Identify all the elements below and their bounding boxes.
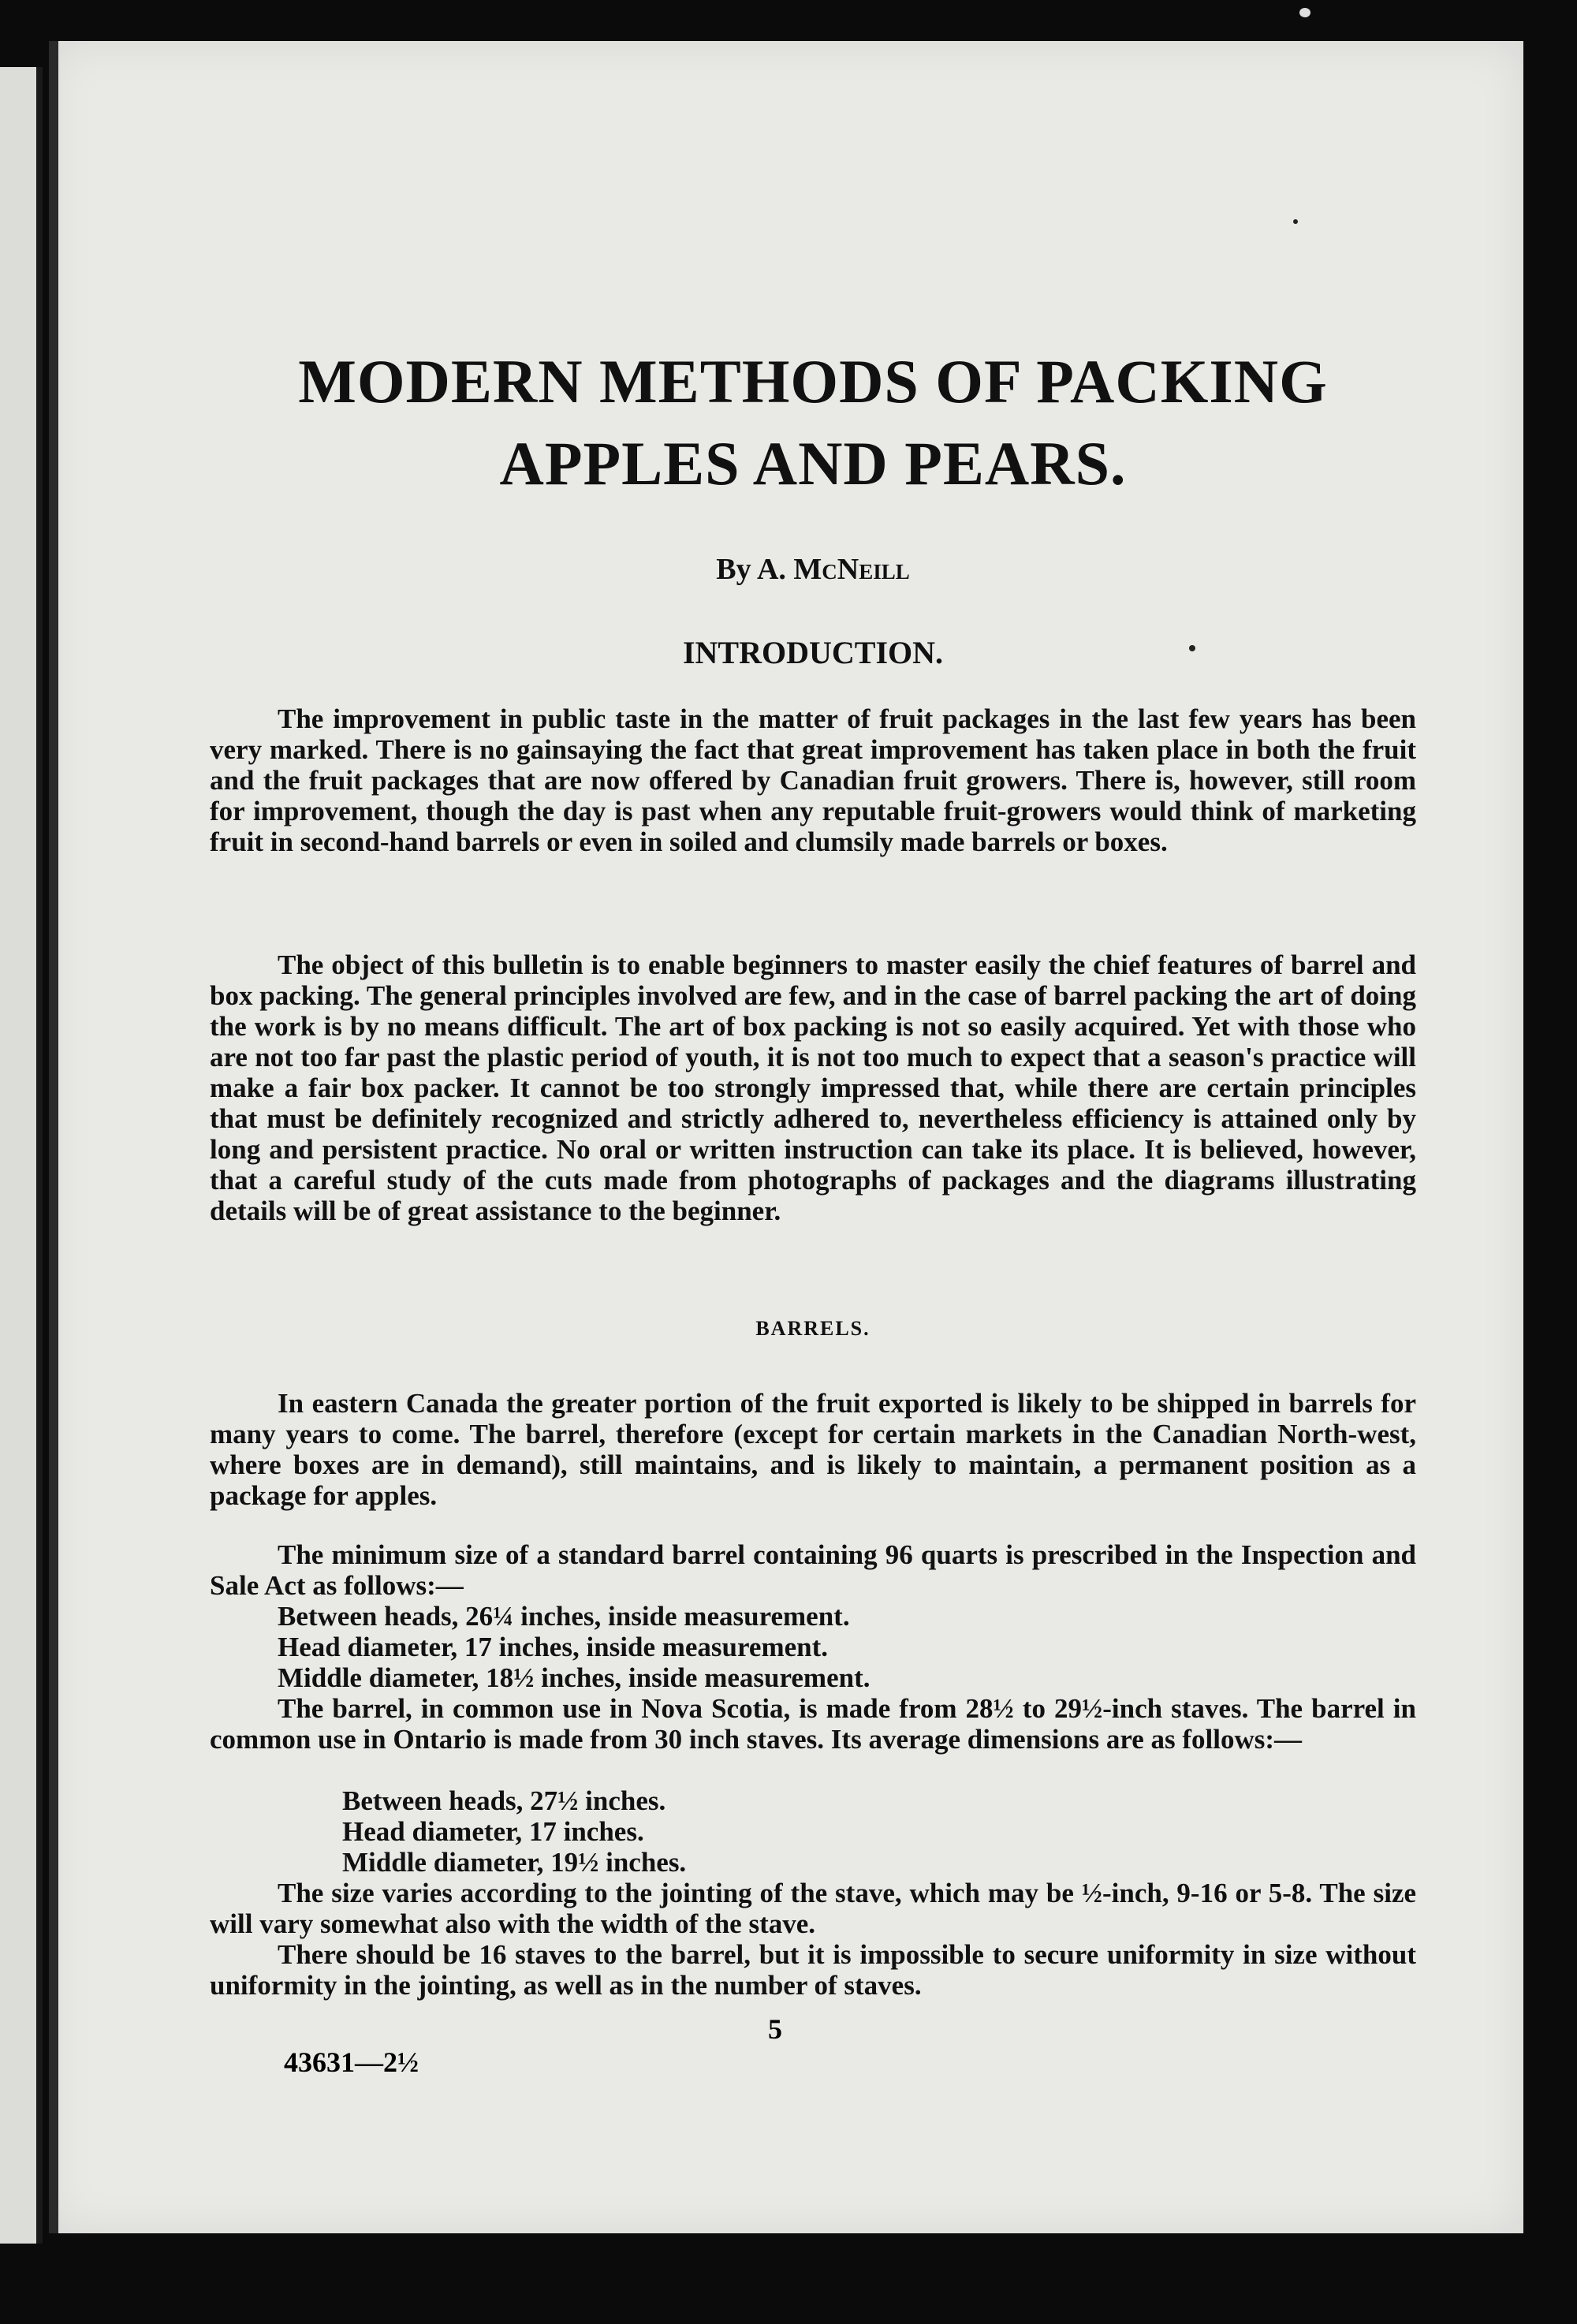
print-code: 43631—2½	[284, 2046, 419, 2078]
title-line-2: APPLES AND PEARS.	[499, 429, 1127, 498]
barrels-paragraph-2: The minimum size of a standard barrel containing 96 quarts is prescribed in the Inspection and Sale Act as follows:—	[210, 1539, 1416, 1601]
title-line-1: MODERN METHODS OF PACKING	[298, 347, 1328, 416]
author-name: McNeill	[793, 553, 910, 586]
standard-head-diameter: Head diameter, 17 inches, inside measurement.	[278, 1632, 829, 1662]
average-between-heads: Between heads, 27½ inches.	[342, 1785, 666, 1816]
page-gutter	[49, 41, 58, 2233]
barrels-paragraph-5: There should be 16 staves to the barrel, but it is impossible to secure uniformity in size without uniformity in the jointing, as well as in the number of staves.	[210, 1939, 1416, 2001]
binding-shadow	[36, 67, 43, 2244]
intro-paragraph-1: The improvement in public taste in the matter of fruit packages in the last few years has been very marked. There is no gainsaying the fact that great improvement has taken place in both the fruit and the fruit packages that are now offered by Canadian fruit growers. There is, however, still room for improvement, though the day is past when any reputable fruit-growers would think of marketing fruit in second-hand barrels or even in soiled and clumsily made barrels or boxes.	[210, 703, 1416, 857]
byline	[210, 552, 1416, 587]
standard-middle-diameter: Middle diameter, 18½ inches, inside measurement.	[278, 1662, 871, 1693]
intro-paragraph-2: The object of this bulletin is to enable beginners to master easily the chief features of barrel and box packing. The general principles involved are few, and in the case of barrel packing the art of doing the work is by no means difficult. The art of box packing is not so easily acquired. Yet with those who are not too far past the plastic period of youth, it is not too much to expect that a season's practice will make a fair box packer. It cannot be too strongly impressed that, while there are certain principles that must be definitely recognized and strictly adhered to, nevertheless efficiency is attained only by long and persistent practice. No oral or written instruction can take its place. It is believed, however, that a careful study of the cuts made from photographs of packages and the diagrams illustrating details will be of great assistance to the beginner.	[210, 949, 1416, 1226]
section-heading-barrels: BARRELS.	[755, 1317, 871, 1340]
dust-speck	[1189, 645, 1195, 651]
barrels-paragraph-4: The size varies according to the jointing of the stave, which may be ½-inch, 9-16 or 5-8. The size will vary somewhat also with the width of the stave.	[210, 1878, 1416, 1939]
standard-between-heads: Between heads, 26¼ inches, inside measurement.	[278, 1601, 850, 1632]
dust-speck	[1293, 219, 1298, 224]
barrels-paragraph-3: The barrel, in common use in Nova Scotia, is made from 28½ to 29½-inch staves. The barrel in common use in Ontario is made from 30 inch staves. Its average dimensions are as follows:—	[210, 1693, 1416, 1755]
document-page	[49, 41, 1523, 2233]
page-number: 5	[768, 2013, 782, 2045]
average-head-diameter: Head diameter, 17 inches.	[342, 1816, 644, 1847]
section-heading-introduction: INTRODUCTION.	[682, 635, 944, 670]
average-middle-diameter: Middle diameter, 19½ inches.	[342, 1847, 687, 1878]
byline-prefix: By A.	[716, 553, 786, 586]
barrels-paragraph-1: In eastern Canada the greater portion of the fruit exported is likely to be shipped in barrels for many years to come. The barrel, therefore (except for certain markets in the Canadian North-west, where boxes are in demand), still maintains, and is likely to maintain, a permanent position as a package for apples.	[210, 1388, 1416, 1511]
previous-page-edge	[0, 67, 41, 2244]
dust-speck	[1299, 8, 1310, 17]
